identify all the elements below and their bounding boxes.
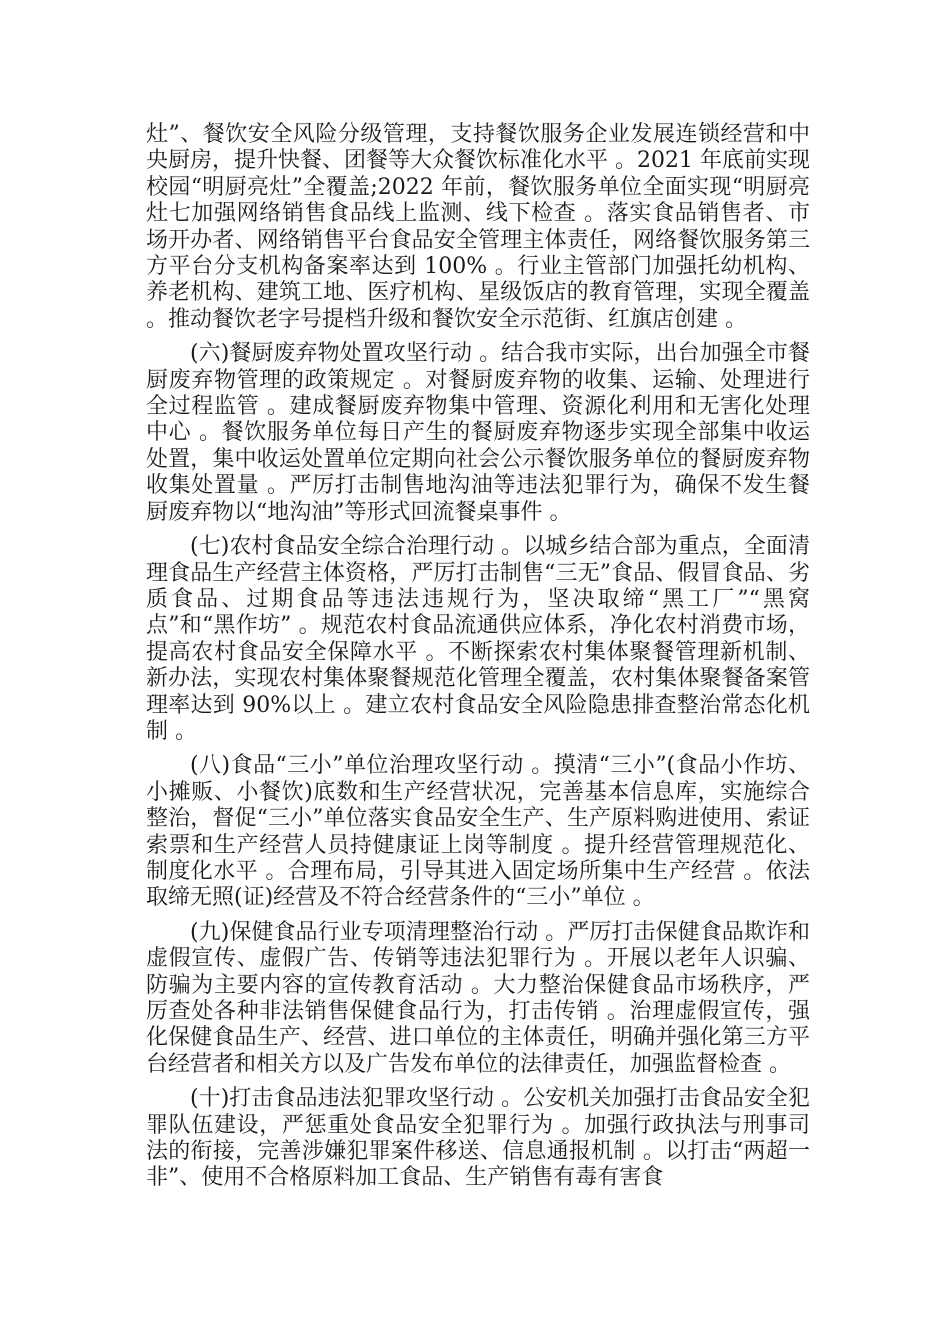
document-body: [146, 122, 810, 1200]
paragraph-section-9: (九)保健食品行业专项清理整治行动 。严厉打击保健食品欺诈和虚假宣传、虚假广告、传销等违法犯罪行为 。开展以老年人识骗、防骗为主要内容的宣传教育活动 。大力整治保健食品市场秩序，严厉查处各种非法销售保健食品行为，打击传销 。治理虚假宣传，强化保健食品生产、经营、进口单位的主体责任，明确并强化第三方平台经营者和相关方以及广告发布单位的法律责任，加强监督检查 。: [146, 919, 810, 1077]
paragraph-section-8: (八)食品“三小”单位治理攻坚行动 。摸清“三小”(食品小作坊、小摊贩、小餐饮)底数和生产经营状况，完善基本信息库，实施综合整治，督促“三小”单位落实食品安全生产、生产原料购进使用、索证索票和生产经营人员持健康证上岗等制度 。提升经营管理规范化、制度化水平 。合理布局，引导其进入固定场所集中生产经营 。依法取缔无照(证)经营及不符合经营条件的“三小”单位 。: [146, 753, 810, 911]
paragraph-section-10: (十)打击食品违法犯罪攻坚行动 。公安机关加强打击食品安全犯罪队伍建设，严惩重处食品安全犯罪行为 。加强行政执法与刑事司法的衔接，完善涉嫌犯罪案件移送、信息通报机制 。以打击“两超一非”、使用不合格原料加工食品、生产销售有毒有害食: [146, 1086, 810, 1191]
paragraph-section-6: (六)餐厨废弃物处置攻坚行动 。结合我市实际，出台加强全市餐厨废弃物管理的政策规定 。对餐厨废弃物的收集、运输、处理进行全过程监管 。建成餐厨废弃物集中管理、资源化利用和无害化处理中心 。餐饮服务单位每日产生的餐厨废弃物逐步实现全部集中收运处置，集中收运处置单位定期向社会公示餐饮服务单位的餐厨废弃物收集处置量 。严厉打击制售地沟油等违法犯罪行为，确保不发生餐厨废弃物以“地沟油”等形式回流餐桌事件 。: [146, 341, 810, 525]
paragraph-continued: 灶”、餐饮安全风险分级管理，支持餐饮服务企业发展连锁经营和中央厨房，提升快餐、团餐等大众餐饮标准化水平 。2021 年底前实现校园“明厨亮灶”全覆盖;2022 年前，餐饮服务单位全面实现“明厨亮灶七加强网络销售食品线上监测、线下检查 。落实食品销售者、市场开办者、网络销售平台食品安全管理主体责任，网络餐饮服务第三方平台分支机构备案率达到 100% 。行业主管部门加强托幼机构、养老机构、建筑工地、医疗机构、星级饭店的教育管理，实现全覆盖 。推动餐饮老字号提档升级和餐饮安全示范街、红旗店创建 。: [146, 122, 810, 332]
paragraph-section-7: (七)农村食品安全综合治理行动 。以城乡结合部为重点，全面清理食品生产经营主体资格，严厉打击制售“三无”食品、假冒食品、劣质食品、过期食品等违法违规行为，坚决取缔“黑工厂”“黑窝点”和“黑作坊” 。规范农村食品流通供应体系，净化农村消费市场，提高农村食品安全保障水平 。不断探索农村集体聚餐管理新机制、新办法，实现农村集体聚餐规范化管理全覆盖，农村集体聚餐备案管理率达到 90%以上 。建立农村食品安全风险隐患排查整治常态化机制 。: [146, 534, 810, 744]
